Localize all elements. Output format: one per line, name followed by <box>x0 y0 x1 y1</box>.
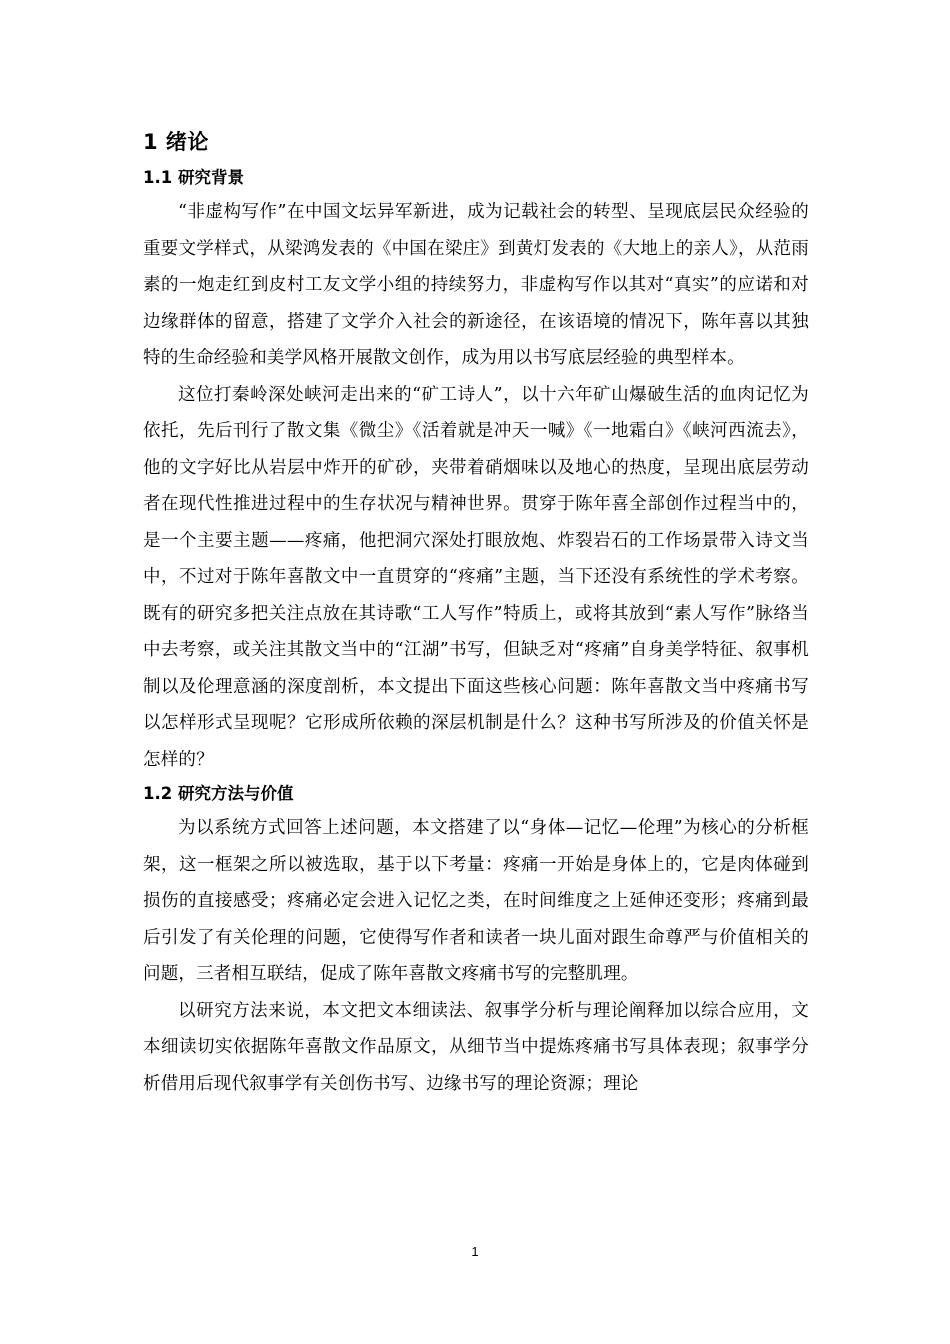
paragraph: “非虚构写作”在中国文坛异军新进，成为记载社会的转型、呈现底层民众经验的重要文学样式，从梁鸿发表的《中国在梁庄》到黄灯发表的《大地上的亲人》，从范雨素的一炮走红到皮村工友文学小组的持续努力，非虚构写作以其对“真实”的应诺和对边缘群体的留意，搭建了文学介入社会的新途径，在该语境的情况下，陈年喜以其独特的生命经验和美学风格开展散文创作，成为用以书写底层经验的典型样本。 <box>143 202 809 368</box>
chapter-title: 1 绪论 <box>143 130 209 154</box>
section-title-methods: 1.2 研究方法与价值 <box>143 784 294 803</box>
paragraph: 为以系统方式回答上述问题，本文搭建了以“身体—记忆—伦理”为核心的分析框架，这一框架之所以被选取，基于以下考量：疼痛一开始是身体上的，它是肉体碰到损伤的直接感受；疼痛必定会进入记忆之类，在时间维度之上延伸还变形；疼痛到最后引发了有关伦理的问题，它使得写作者和读者一块儿面对跟生命尊严与价值相关的问题，三者相互联结，促成了陈年喜散文疼痛书写的完整肌理。 <box>143 818 809 984</box>
paragraph: 这位打秦岭深处峡河走出来的“矿工诗人”，以十六年矿山爆破生活的血肉记忆为依托，先后刊行了散文集《微尘》《活着就是冲天一喊》《一地霜白》《峡河西流去》，他的文字好比从岩层中炸开的矿砂，夹带着硝烟味以及地心的热度，呈现出底层劳动者在现代性推进过程中的生存状况与精神世界。贯穿于陈年喜全部创作过程当中的，是一个主要主题——疼痛，他把洞穴深处打眼放炮、炸裂岩石的工作场景带入诗文当中，不过对于陈年喜散文中一直贯穿的“疼痛”主题，当下还没有系统性的学术考察。既有的研究多把关注点放在其诗歌“工人写作”特质上，或将其放到“素人写作”脉络当中去考察，或关注其散文当中的“江湖”书写，但缺乏对“疼痛”自身美学特征、叙事机制以及伦理意涵的深度剖析，本文提出下面这些核心问题：陈年喜散文当中疼痛书写以怎样形式呈现呢？它形成所依赖的深层机制是什么？这种书写所涉及的价值关怀是怎样的？ <box>143 384 809 770</box>
paragraph: 以研究方法来说，本文把文本细读法、叙事学分析与理论阐释加以综合应用，文本细读切实依据陈年喜散文作品原文，从细节当中提炼疼痛书写具体表现；叙事学分析借用后现代叙事学有关创伤书写、边缘书写的理论资源；理论 <box>143 1000 809 1094</box>
document-page <box>143 124 809 1102</box>
page-number: 1 <box>471 1244 479 1259</box>
section-title-background: 1.1 研究背景 <box>143 168 244 187</box>
